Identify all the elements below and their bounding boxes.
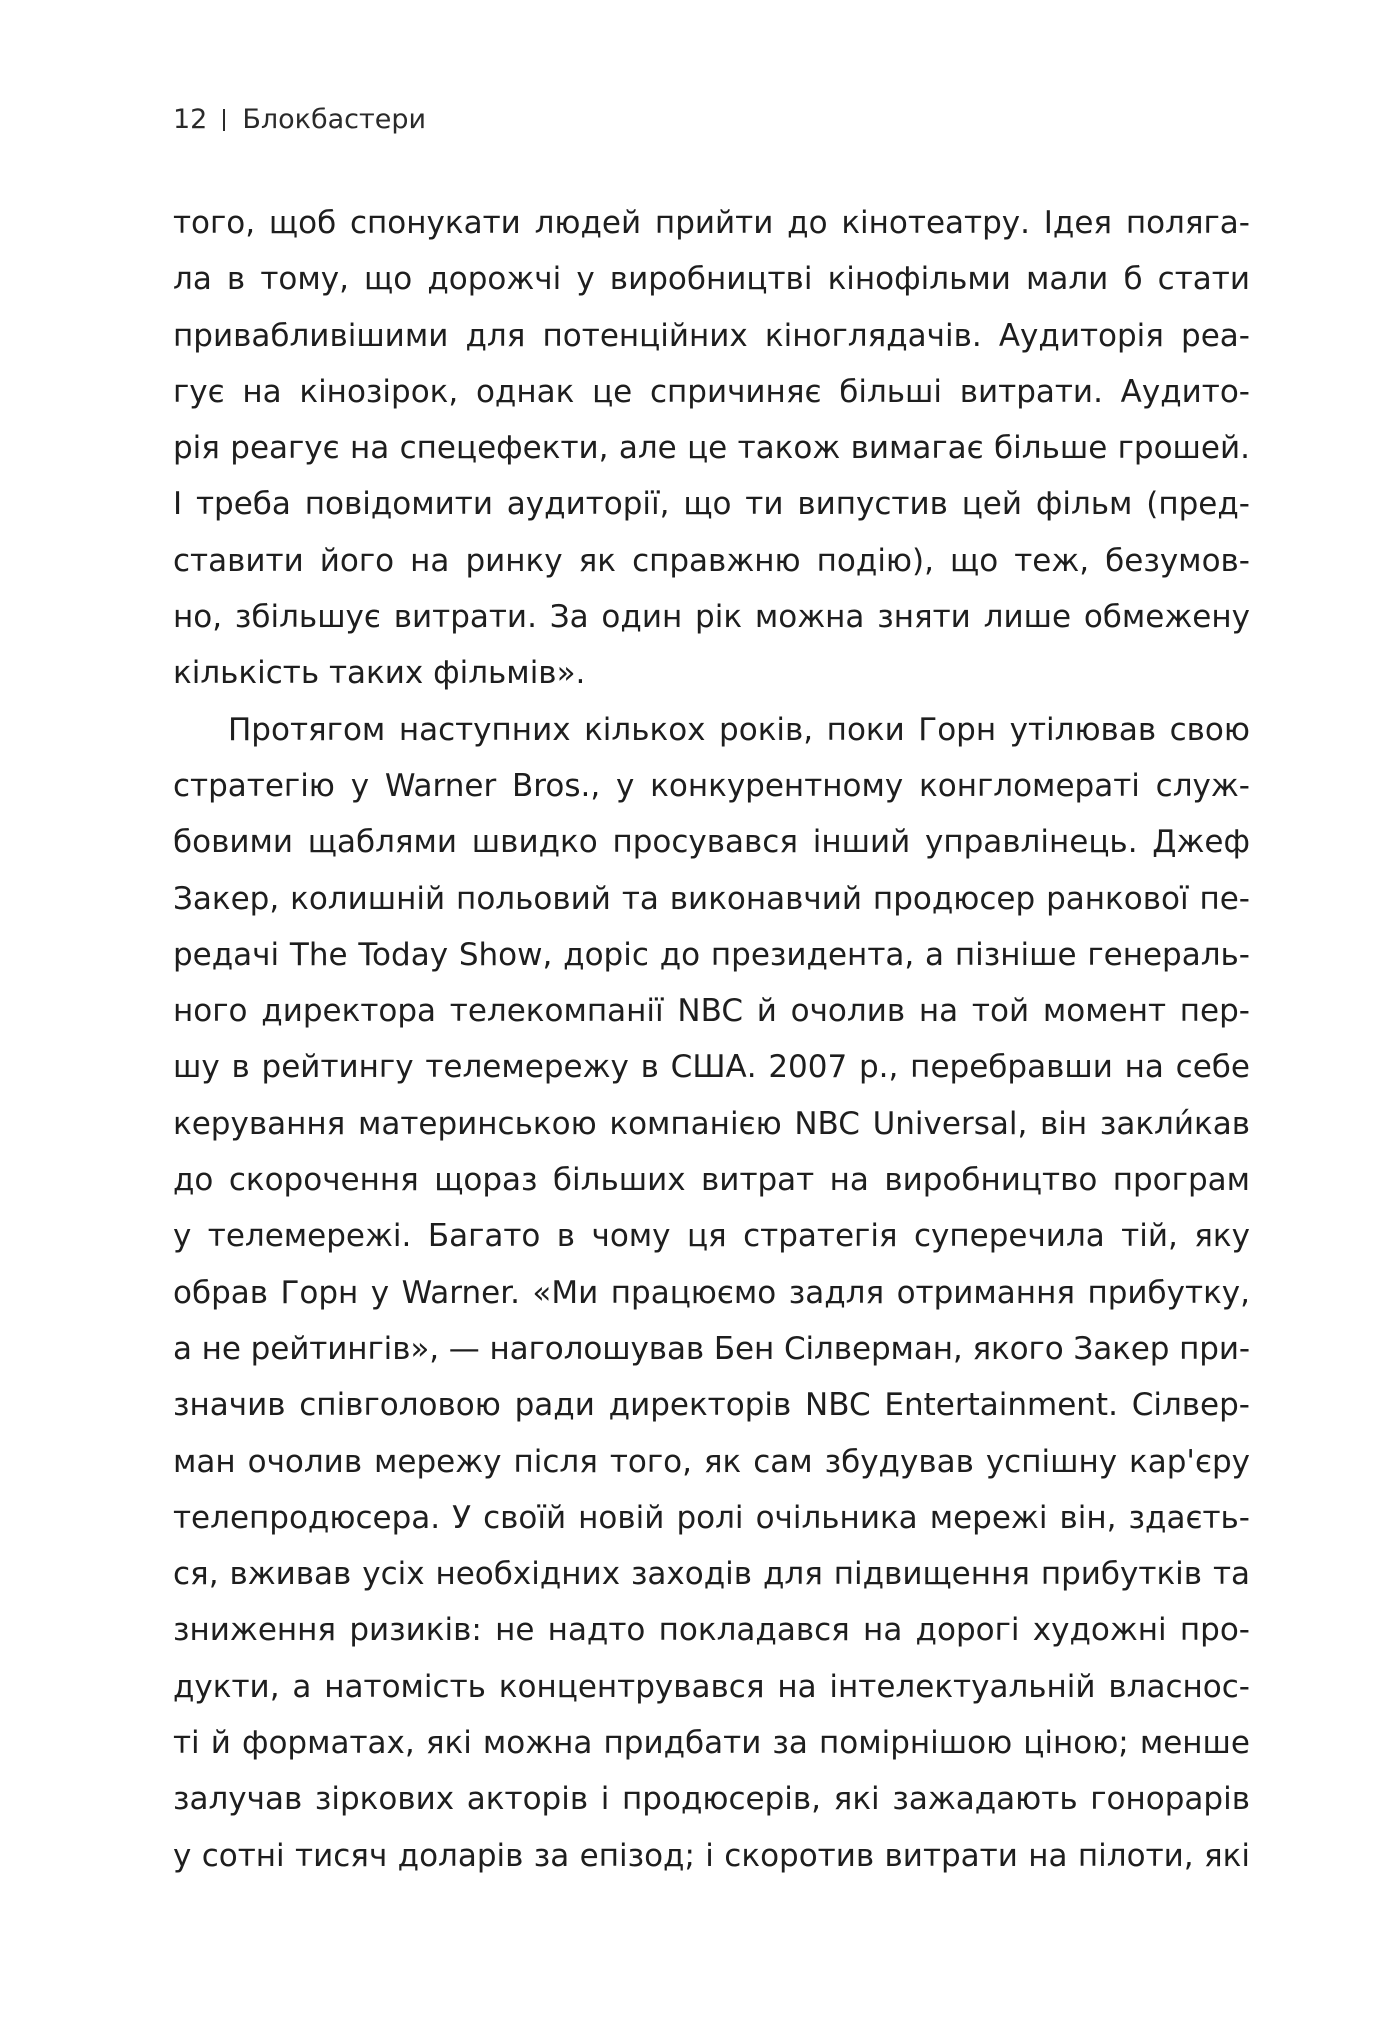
text-line: бовими щаблями швидко просувався інший управлінець. Джеф [173, 824, 1250, 861]
section-title: Блокбастери [242, 104, 427, 135]
text-line: привабливішими для потенційних кіноглядачів. Аудиторія реа- [173, 317, 1250, 354]
text-line: Закер, колишній польовий та виконавчий продюсер ранкової пе- [173, 880, 1250, 917]
text-line: у сотні тисяч доларів за епізод; і скоротив витрати на пілоти, які [173, 1837, 1250, 1874]
text-line: ставити його на ринку як справжню подію), що теж, безумов- [173, 542, 1250, 579]
text-line: телепродюсера. У своїй новій ролі очільника мережі він, здаєть- [173, 1499, 1250, 1536]
text-line: а не рейтингів», — наголошував Бен Сілверман, якого Закер при- [173, 1330, 1250, 1367]
text-line: кількість таких фільмів». [173, 655, 586, 692]
text-line: ман очолив мережу після того, як сам збудував успішну кар'єру [173, 1443, 1250, 1480]
text-line: значив співголовою ради директорів NBC Entertainment. Сілвер- [173, 1387, 1250, 1424]
paragraph [173, 702, 1250, 1884]
text-line: ті й форматах, які можна придбати за помірнішою ціною; менше [173, 1725, 1250, 1762]
text-line: керування материнською компанією NBC Universal, він закли́кав [173, 1105, 1250, 1142]
text-line: гує на кінозірок, однак це спричиняє більші витрати. Аудито- [173, 373, 1250, 410]
text-line: редачі The Today Show, доріс до президента, а пізніше генераль- [173, 936, 1250, 973]
text-line: І треба повідомити аудиторії, що ти випустив цей фільм (пред- [173, 486, 1250, 523]
text-line: ного директора телекомпанії NBC й очолив на той момент пер- [173, 993, 1250, 1030]
text-line: зниження ризиків: не надто покладався на дорогі художні про- [173, 1612, 1250, 1649]
text-line: до скорочення щораз більших витрат на виробництво програм [173, 1162, 1250, 1199]
text-line: залучав зіркових акторів і продюсерів, які зажадають гонорарів [173, 1781, 1250, 1818]
text-line: но, збільшує витрати. За один рік можна зняти лише обмежену [173, 599, 1250, 636]
text-line: ся, вживав усіх необхідних заходів для підвищення прибутків та [173, 1556, 1250, 1593]
paragraph [173, 195, 1250, 702]
text-line: того, щоб спонукати людей прийти до кінотеатру. Ідея полягa- [173, 205, 1250, 241]
text-line: ла в тому, що дорожчі у виробництві кінофільми мали б стати [173, 261, 1250, 298]
text-line: Протягом наступних кількох років, поки Горн утілював свою [228, 711, 1250, 748]
text-line: стратегію у Warner Bros., у конкурентному конгломераті служ- [173, 767, 1250, 804]
header-separator [223, 109, 225, 131]
text-line: дукти, а натомість концентрувався на інтелектуальній власнос- [173, 1668, 1250, 1705]
running-head [173, 100, 426, 140]
page-number: 12 [173, 104, 208, 135]
text-line: шу в рейтингу телемережу в США. 2007 р., перебравши на себе [173, 1049, 1250, 1086]
text-line: обрав Горн у Warner. «Ми працюємо задля отримання прибутку, [173, 1274, 1250, 1311]
text-line: у телемережі. Багато в чому ця стратегія суперечила тій, яку [173, 1218, 1250, 1255]
body-text [173, 195, 1250, 1884]
text-line: рія реагує на спецефекти, але це також вимагає більше грошей. [173, 430, 1250, 467]
